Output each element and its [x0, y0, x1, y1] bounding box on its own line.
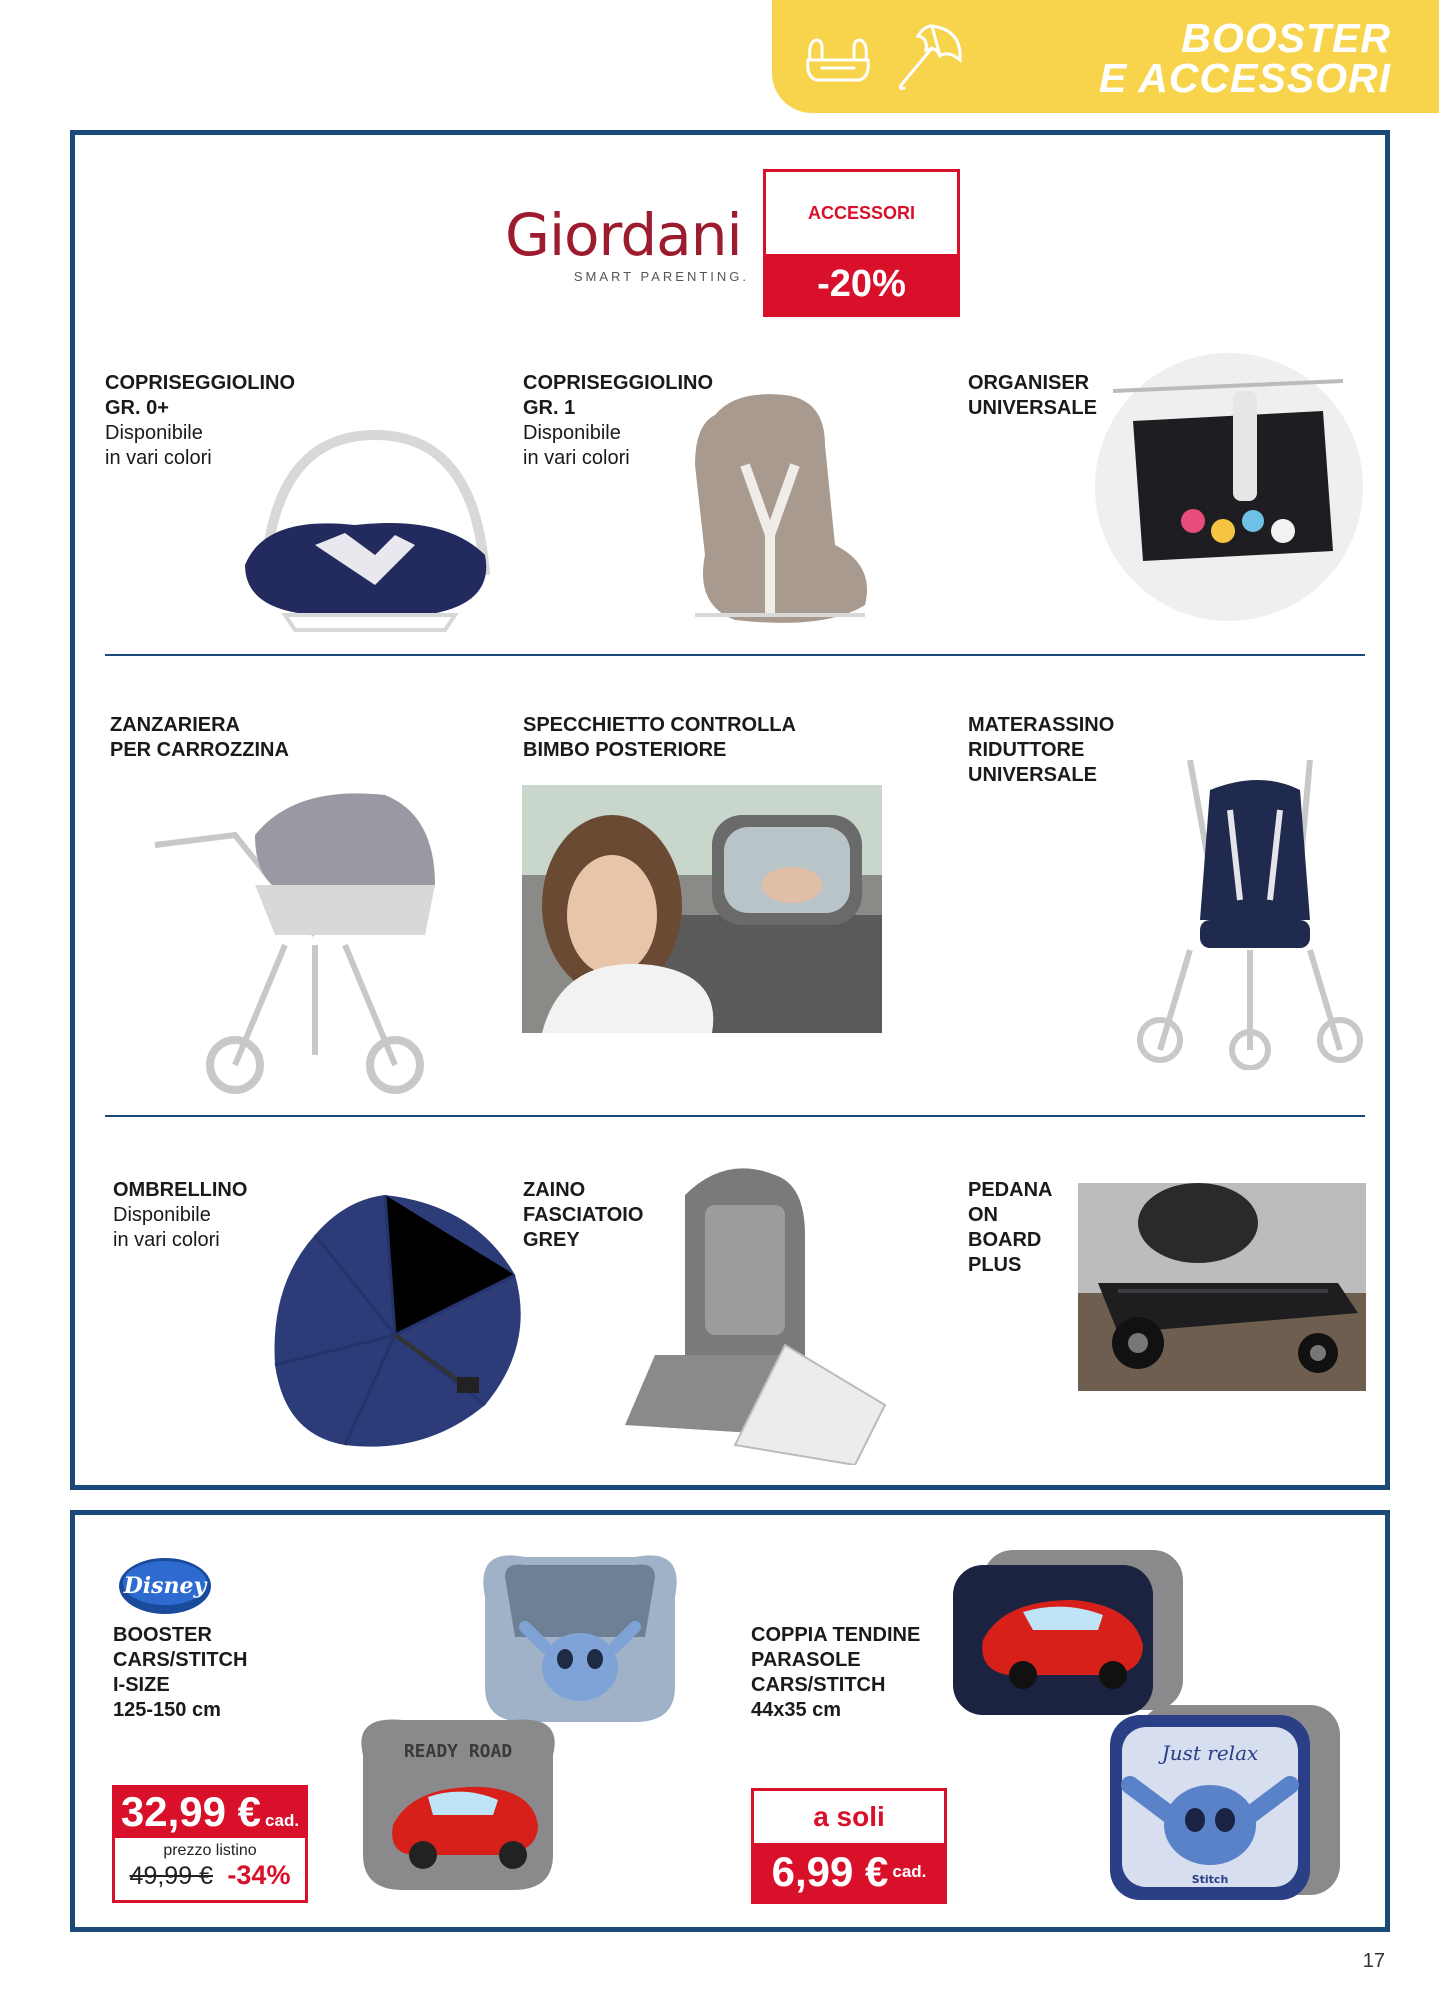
- section-title-line1: BOOSTER: [1181, 15, 1391, 61]
- row-divider-2: [105, 1115, 1365, 1117]
- product-sun-shades-cars-stitch: [751, 1623, 920, 1723]
- product-parasol: [113, 1178, 247, 1253]
- mosquito-net-image: [145, 775, 465, 1095]
- listino-row: [115, 1860, 305, 1891]
- shades-price-unit: cad.: [892, 1862, 927, 1881]
- product-note: Disponibile in vari colori: [105, 422, 212, 469]
- product-rear-view-mirror: [523, 713, 796, 763]
- car-seat-cover-gr1-image: [675, 385, 885, 635]
- section-title: [1099, 15, 1391, 101]
- shade-print-text: Just relax: [1161, 1741, 1259, 1765]
- booster-price-value: 32,99 €: [120, 1788, 262, 1835]
- section-header-tab: [772, 0, 1439, 113]
- shades-price-value: 6,99 €: [771, 1848, 889, 1895]
- disney-logo-text: Disney: [123, 1573, 207, 1599]
- product-name: COPRISEGGIOLINO GR. 0+: [105, 372, 296, 419]
- product-name: ORGANISER UNIVERSALE: [968, 372, 1097, 419]
- booster-price: [115, 1788, 305, 1838]
- booster-price-unit: cad.: [265, 1811, 300, 1830]
- booster-stitch-image: [465, 1537, 695, 1727]
- shade-stitch-label: Stitch: [1191, 1873, 1229, 1886]
- row-divider-1: [105, 654, 1365, 656]
- shades-price-box: [751, 1788, 947, 1904]
- booster-seat-icon: [802, 20, 874, 90]
- accessories-discount-badge: [763, 169, 960, 317]
- product-name: MATERASSINO RIDUTTORE UNIVERSALE: [968, 714, 1115, 786]
- product-universal-organiser: [968, 371, 1097, 421]
- rear-view-mirror-image: [522, 785, 882, 1033]
- product-booster-cars-stitch: [113, 1623, 247, 1723]
- car-seat-cover-gr0-image: [225, 415, 515, 635]
- shades-price: [754, 1843, 944, 1901]
- product-note: Disponibile in vari colori: [523, 422, 630, 469]
- product-board-plus: [968, 1178, 1052, 1278]
- product-note: Disponibile in vari colori: [113, 1204, 220, 1251]
- product-mosquito-net: [110, 713, 289, 763]
- giordani-logo: [505, 201, 755, 284]
- product-name: COPRISEGGIOLINO GR. 1: [523, 372, 714, 419]
- discount-label: ACCESSORI: [807, 202, 915, 223]
- product-name: SPECCHIETTO CONTROLLA BIMBO POSTERIORE: [523, 714, 796, 761]
- giordani-accessories-panel: [70, 130, 1390, 1490]
- product-name: ZAINO FASCIATOIO GREY: [523, 1179, 644, 1251]
- booster-cars-image: [343, 1705, 573, 1895]
- board-plus-image: [1078, 1183, 1366, 1391]
- header-icons: [802, 20, 966, 94]
- product-name: BOOSTER CARS/STITCH I-SIZE 125-150 cm: [113, 1624, 248, 1721]
- product-reducer-mattress: [968, 713, 1114, 788]
- page-number: 17: [1362, 1950, 1385, 1972]
- listino-discount: -34%: [227, 1860, 291, 1890]
- section-title-line2: E ACCESSORI: [1099, 55, 1391, 101]
- product-name: ZANZARIERA PER CARROZZINA: [110, 714, 289, 761]
- product-name: OMBRELLINO: [113, 1179, 248, 1201]
- brand-tagline: SMART PARENTING.: [573, 269, 749, 284]
- product-name: PEDANA ON BOARD PLUS: [968, 1179, 1053, 1276]
- umbrella-icon: [892, 20, 966, 94]
- disney-logo: [117, 1555, 213, 1617]
- discount-value: -20%: [766, 254, 957, 314]
- reducer-mattress-image: [1130, 750, 1370, 1070]
- brand-name: Giordani: [505, 201, 742, 269]
- changing-backpack-image: [605, 1155, 895, 1465]
- shades-price-prefix: a soli: [813, 1801, 885, 1832]
- listino-label: prezzo listino: [163, 1842, 257, 1859]
- listino-price: 49,99 €: [129, 1862, 213, 1890]
- parasol-image: [265, 1185, 555, 1455]
- booster-print-text: READY ROAD: [403, 1741, 513, 1762]
- booster-price-box: [112, 1785, 308, 1903]
- disney-panel: [70, 1510, 1390, 1932]
- sun-shade-cars-image: [953, 1550, 1193, 1720]
- sun-shade-stitch-image: [1100, 1705, 1340, 1905]
- universal-organiser-image: [1093, 351, 1365, 623]
- product-name: COPPIA TENDINE PARASOLE CARS/STITCH 44x35 cm: [751, 1624, 921, 1721]
